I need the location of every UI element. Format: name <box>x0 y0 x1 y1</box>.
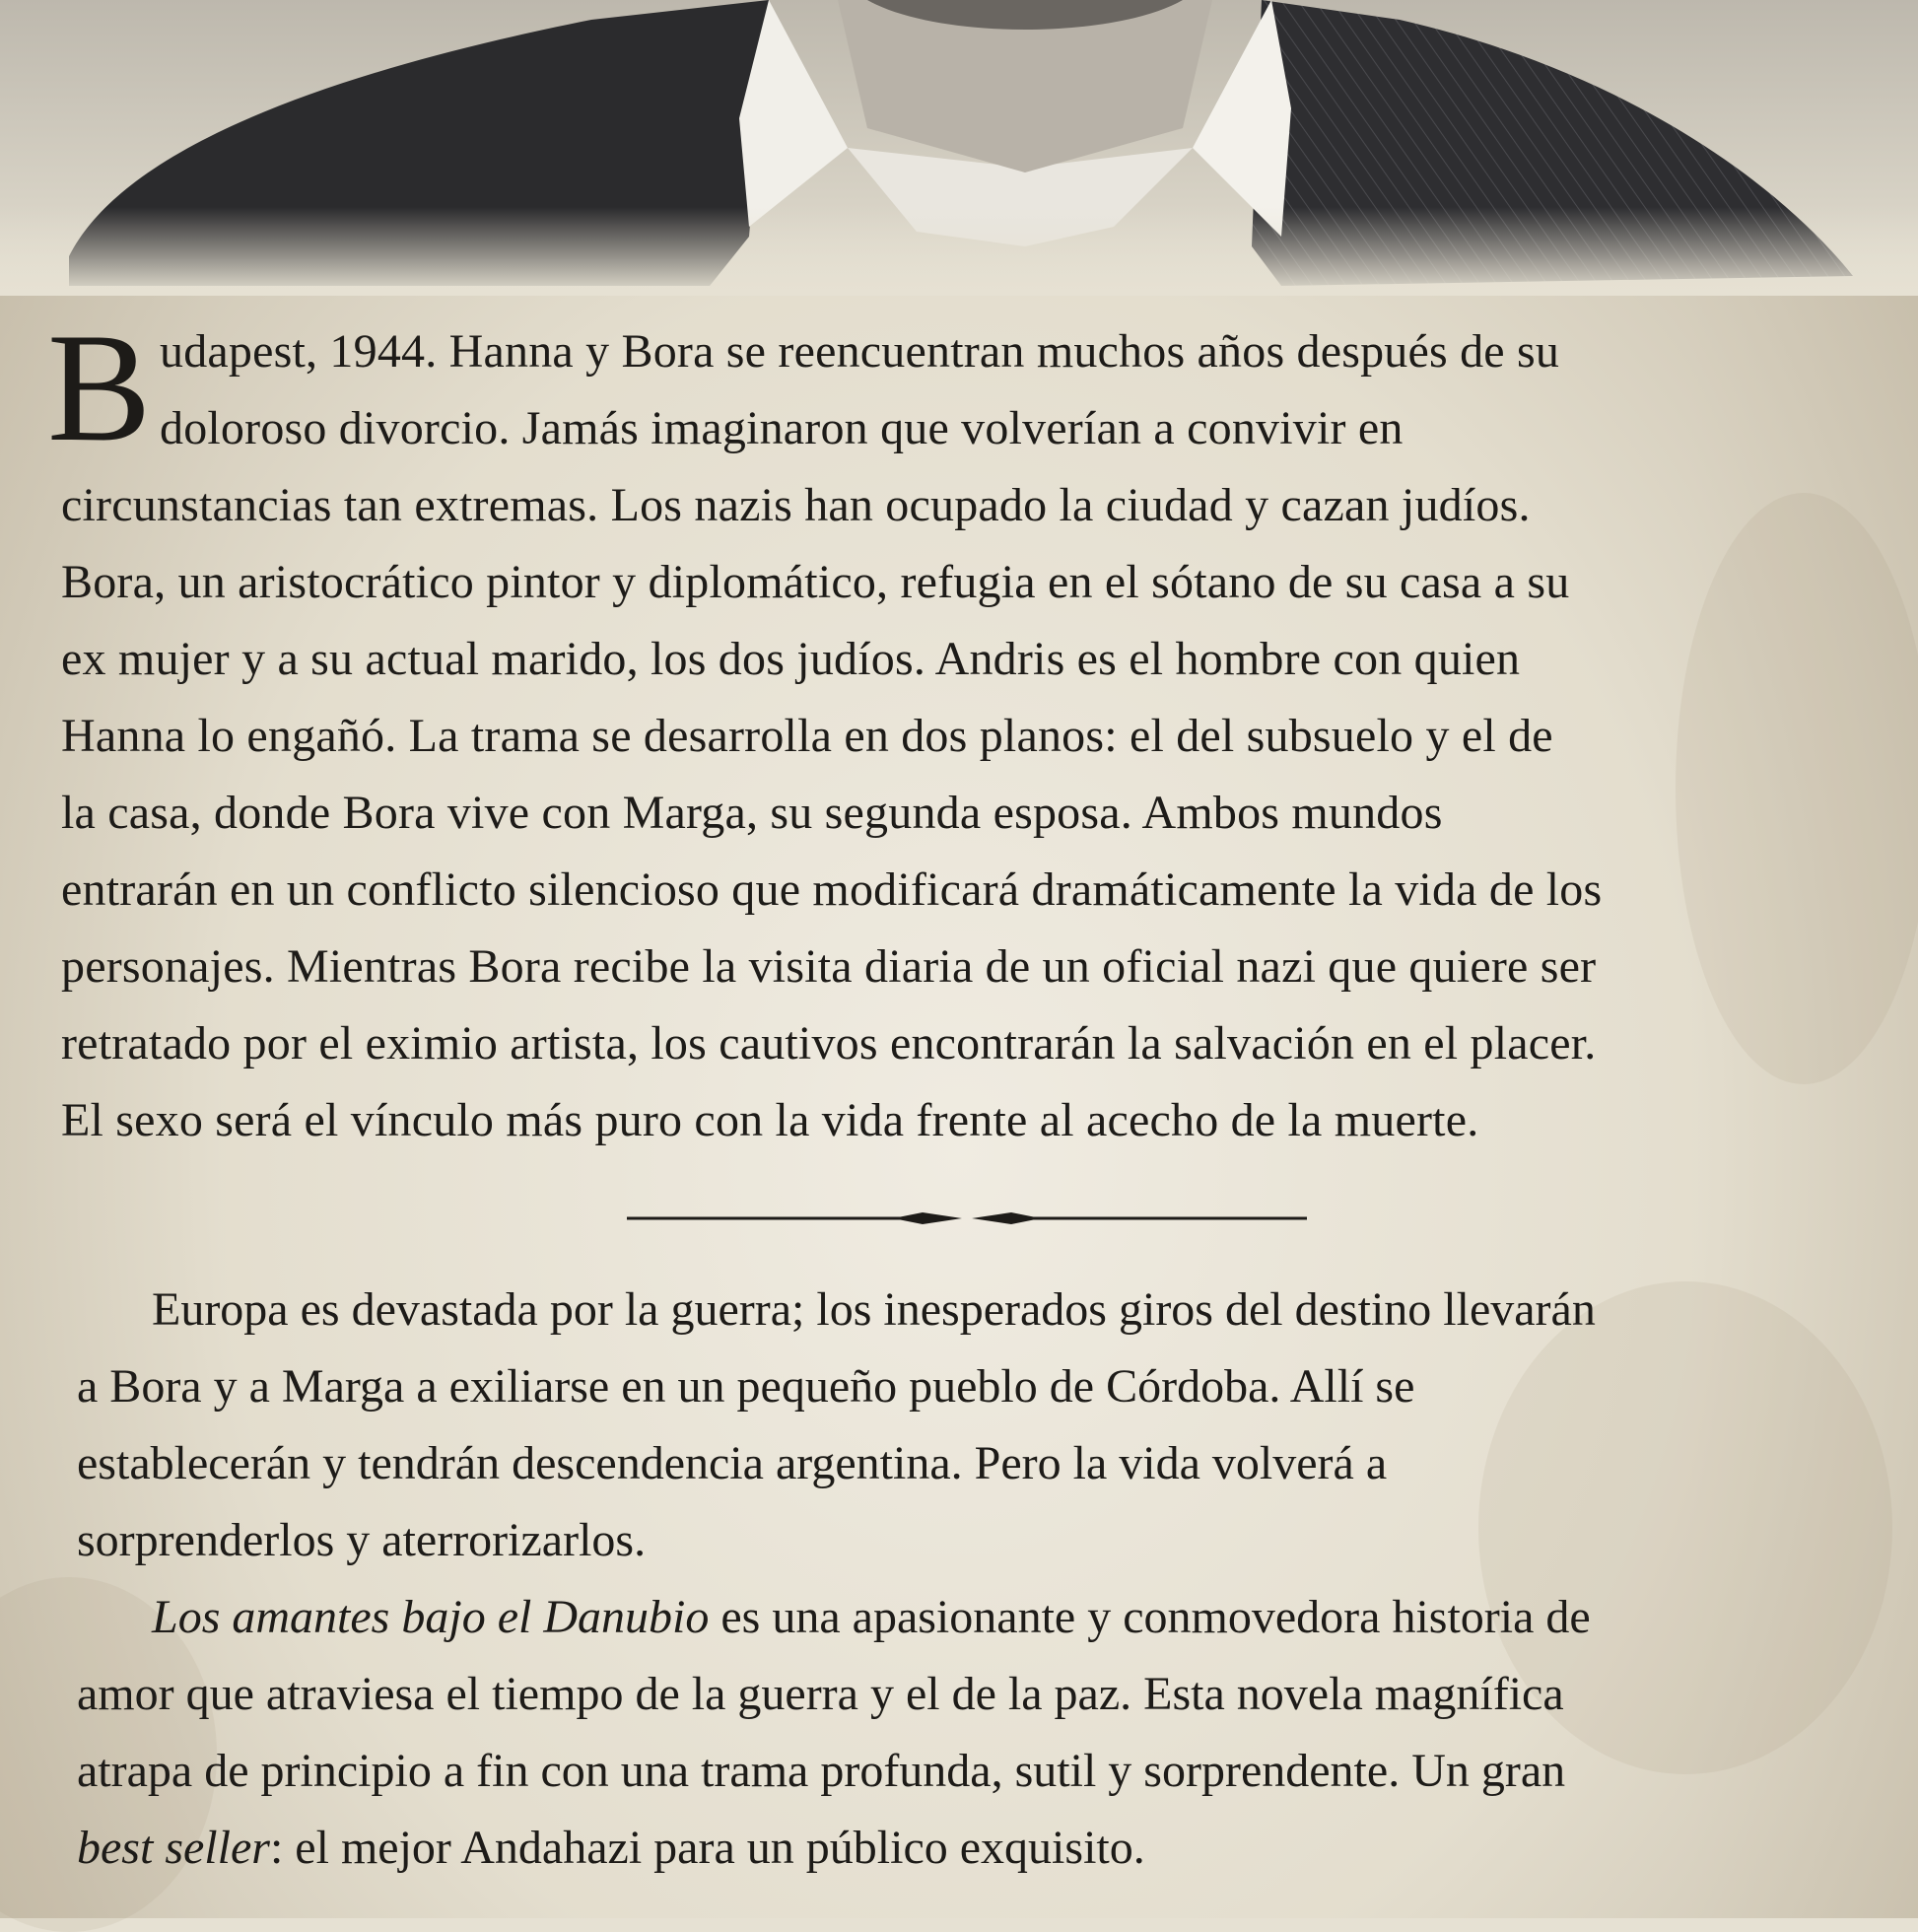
book-title: Los amantes bajo el Danubio <box>152 1591 710 1643</box>
text-line: retratado por el eximio artista, los cautivos encontrarán la salvación en el placer. <box>61 1017 1597 1070</box>
text-line: amor que atraviesa el tiempo de la guerra y el de la paz. Esta novela magnífica <box>77 1668 1564 1720</box>
text-line: la casa, donde Bora vive con Marga, su segunda esposa. Ambos mundos <box>61 787 1443 839</box>
text-fragment: : el mejor Andahazi para un público exquisito. <box>269 1822 1145 1874</box>
text-line: Europa es devastada por la guerra; los inesperados giros del destino llevarán <box>152 1283 1596 1336</box>
text-line: circunstancias tan extremas. Los nazis han ocupado la ciudad y cazan judíos. <box>61 479 1531 531</box>
synopsis-paragraph-2 <box>77 1272 1871 1887</box>
text-line: personajes. Mientras Bora recibe la visita diaria de un oficial nazi que quiere ser <box>61 940 1597 993</box>
text-line: El sexo será el vínculo más puro con la vida frente al acecho de la muerte. <box>61 1094 1479 1146</box>
text-line <box>77 1579 1871 1656</box>
ornamental-divider <box>627 1205 1307 1228</box>
italic-term: best seller <box>77 1822 270 1874</box>
text-line: establecerán y tendrán descendencia argentina. Pero la vida volverá a <box>77 1437 1388 1489</box>
text-line: udapest, 1944. Hanna y Bora se reencuentran muchos años después de su <box>160 325 1560 378</box>
text-line: sorprenderlos y aterrorizarlos. <box>77 1514 647 1566</box>
text-line: atrapa de principio a fin con una trama profunda, sutil y sorprendente. Un gran <box>77 1745 1566 1797</box>
text-line: Bora, un aristocrático pintor y diplomático, refugia en el sótano de su casa a su <box>61 556 1570 608</box>
text-line <box>77 1810 1871 1887</box>
text-line: entrarán en un conflicto silencioso que modificará dramáticamente la vida de los <box>61 863 1603 916</box>
text-fragment: es una apasionante y conmovedora historia de <box>709 1591 1591 1643</box>
drop-cap-letter: B <box>47 302 152 474</box>
text-line: Hanna lo engañó. La trama se desarrolla en dos planos: el del subsuelo y el de <box>61 710 1553 762</box>
text-line: ex mujer y a su actual marido, los dos judíos. Andris es el hombre con quien <box>61 633 1521 685</box>
text-line: a Bora y a Marga a exiliarse en un pequeño pueblo de Córdoba. Allí se <box>77 1360 1415 1413</box>
text-line: doloroso divorcio. Jamás imaginaron que volverían a convivir en <box>160 402 1404 454</box>
author-portrait <box>0 0 1918 296</box>
synopsis-paragraph-1 <box>47 302 1865 1159</box>
